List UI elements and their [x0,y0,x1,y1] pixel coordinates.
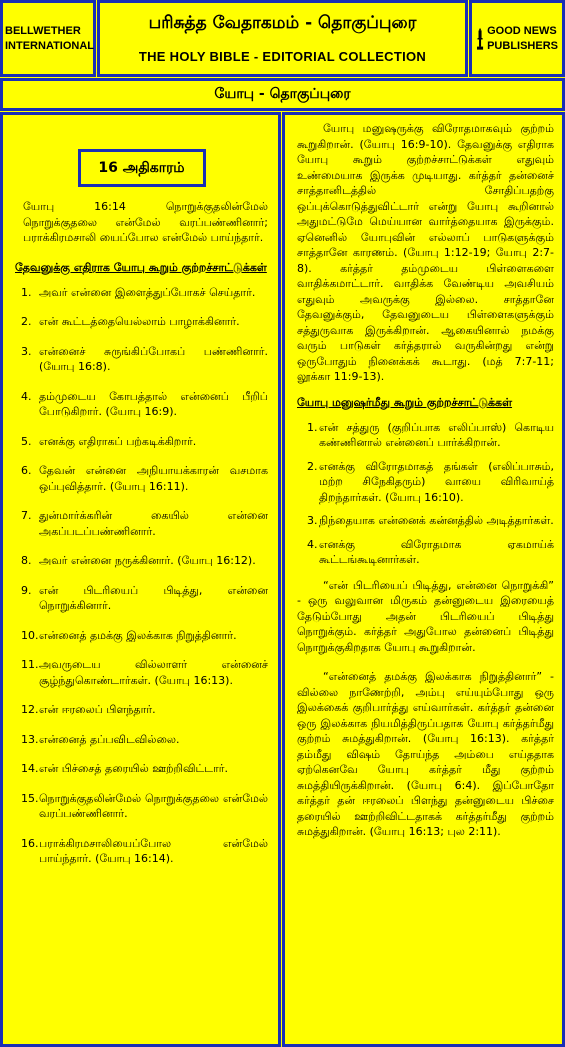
list-item-number: 7. [21,509,32,522]
title-tamil: பரிசுத்த வேதாகமம் - தொகுப்புரை [148,13,417,33]
list-item [15,732,268,748]
list-item-number: 6. [21,464,32,477]
logo-right [469,0,565,77]
section-heading-right: யோபு மனுஷர்மீது கூறும் குற்றச்சாட்டுக்கள் [297,395,513,409]
list-item [15,702,268,718]
list-item [15,314,268,330]
list-item-number: 12. [21,703,39,716]
list-item-number: 1. [21,285,32,299]
left-column [0,112,281,1047]
logo-left [0,0,96,77]
list-item [297,513,554,529]
accusations-against-men-list [297,420,554,568]
list-item-text: என் ஈரலைப் பிளந்தார். [39,703,156,716]
logo-left-line2: INTERNATIONAL [5,39,95,52]
list-item-number: 1. [307,420,318,434]
list-item [297,537,554,568]
list-item [297,459,554,506]
list-item [15,761,268,777]
list-item-text: நிந்தையாக என்னைக் கன்னத்தில் அடித்தார்கள். [319,514,554,527]
list-item [15,434,268,450]
subtitle: யோபு - தொகுப்புரை [214,86,351,102]
logo-right-line2: PUBLISHERS [487,39,558,52]
list-item-text: என் பிடரியைப் பிடித்து, என்னை நொறுக்கினார். [39,583,268,612]
list-item-text: என் பிச்சைத் தரையில் ஊற்றிவிட்டார். [39,762,229,775]
list-item [15,285,268,301]
list-item [15,657,268,688]
list-item [15,583,268,614]
list-item [15,344,268,375]
list-item-number: 10. [21,628,39,642]
section-heading-left: தேவனுக்கு எதிராக யோபு கூறும் குற்றச்சாட்டுக்கள் [15,260,267,274]
logo-left-text [5,24,94,54]
list-item-text: பராக்கிரமசாலியைப்போல என்மேல் பாய்ந்தார். (யோபு 16:14). [39,836,268,865]
list-item-text: நொறுக்குதலின்மேல் நொறுக்குதலை என்மேல் வரப்பண்ணினார். [39,791,268,820]
list-item-text: என்னைச் சுருங்கிப்போகப் பண்ணினார். (யோபு 16:8). [39,344,268,373]
title-english: THE HOLY BIBLE - EDITORIAL COLLECTION [138,49,427,64]
logo-left-line1: BELLWETHER [5,24,81,37]
list-item-text: அவர் என்னை இளைத்துப்போகச் செய்தார். [39,285,256,299]
list-item-number: 15. [21,791,39,805]
list-item-text: தேவன் என்னை அநியாயக்காரன் வசமாக ஒப்புவித்தார். (யோபு 16:11). [39,464,268,493]
accusations-against-god-list [15,285,268,867]
subtitle-bar [0,78,565,111]
logo-right-text [487,24,558,54]
intro-verse: யோபு 16:14 நொறுக்குதலின்மேல் நொறுக்குதலை என்மேல் வரப்பண்ணினார்; பராக்கிரமசாலி யைப்போல என்மேல் பாய்ந்தார். [23,200,268,244]
list-item-number: 2. [307,459,318,473]
list-item-number: 16. [21,836,39,850]
header-title-box [97,0,468,77]
list-item-text: என்னைத் தப்பவிடவில்லை. [39,732,180,746]
list-item-number: 4. [307,537,318,551]
list-item-text: துன்மார்க்கரின் கையில் என்னை அகப்படப்பண்ணினார். [39,509,268,538]
list-item [15,389,268,420]
list-item-text: என் கூட்டத்தையெல்லாம் பாழாக்கினார். [39,315,240,328]
list-item-number: 8. [21,554,32,567]
list-item-text: எனக்கு எதிராகப் பற்கடிக்கிறார். [39,434,197,448]
list-item-text: என் சத்துரு (குறிப்பாக எலிப்பாஸ்) கொடிய கண்ணினால் என்னைப் பார்க்கிறான். [319,420,554,449]
lamp-logo-icon [476,16,484,62]
list-item-text: எனக்கு விரோதமாகத் தங்கள் (எலிப்பாசும், மற்ற சிநேகிதரும்) வாயை விரிவாய்த் திறந்தார்கள். (யோபு 16:10). [319,459,554,504]
chapter-heading: 16 அதிகாரம் [78,149,206,187]
list-item-number: 9. [21,583,32,597]
list-item-text: தம்முடைய கோபத்தால் என்னைப் பீறிப் போடுகிறார். (யோபு 16:9). [39,389,268,418]
paragraph-2: “என் பிடரியைப் பிடித்து, என்னை நொறுக்கி” - ஒரு வலுவான மிருகம் தன்னுடைய இரையைத் தேடும்போது அதன் பிடரியைப் பிடித்து நொறுக்கும். கர்த்தர் அதுபோல தன்னைப் பிடித்து நொறுக்குகிறதாக யோபு கூறுகிறான். [297,578,554,654]
list-item-number: 3. [21,344,32,358]
paragraph-3: “என்னைத் தமக்கு இலக்காக நிறுத்தினார்” - வில்லை நாணேற்றி, அம்பு எய்யும்போது ஒரு இலக்கைக் குறிபார்த்து எய்வார்கள். கர்த்தர் தன்னை ஒரு இலக்காக நியமித்திருப்பதாக யோபு கர்த்தர்மீது குற்றம் சுமத்துகிறான். (யோபு 16:13). கர்த்தர் தம்மீது விஷம் தோய்ந்த அம்பை எய்ததாக ஏற்கெனவே யோபு கர்த்தர் மீது குற்றம் சுமத்தியிருக்கிறான். (யோபு 6:4). இப்போதோ கர்த்தர் தன் ஈரலைப் பிளந்து தன்னுடைய பிச்சை தரையில் ஊற்றிவிட்டதாகக் கர்த்தர்மீது குற்றம் சுமத்துகிறான். (யோபு 16:13; புல 2:11). [297,670,554,838]
paragraph-1: யோபு மனுஷருக்கு விரோதமாகவும் குற்றம் கூறுகிறான். (யோபு 16:9-10). தேவனுக்கு எதிராக யோபு கூறும் குற்றச்சாட்டுக்கள் எதுவும் உண்மையாக இருக்க முடியாது. கர்த்தர் தன்னைச் சாத்தானிடத்தில் சோதிப்பதற்கு ஒப்புக்கொடுத்துவிட்டார் என்று யோபு கூறினால் அதுமட்டுமே மெய்யான வார்த்தையாக இருக்கும். ஏனெனில் யோபுவின் எல்லாப் பாடுகளுக்கும் சாத்தானே காரணம். (யோபு 1:12-19; யோபு 2:7-8). கர்த்தர் தம்முடைய பிள்ளைகளை வாதிக்கமாட்டார். வாதிக்க வேண்டிய அவசியம் எதுவும் அவருக்கு இல்லை. சாத்தானே தேவனுக்கும், தேவனுடைய பிள்ளைகளுக்கும் சத்துருவாக இருக்கிறான். ஆகையினால் நமக்கு வரும் பாடுகள் கர்த்தரால் வருகின்றது என்று ஒருபோதும் நினைக்கக் கூடாது. (மத் 7:7-11; லூக்கா 11:9-13). [297,122,554,383]
list-item [15,508,268,539]
right-column [282,112,565,1047]
list-item [297,420,554,451]
list-item-number: 4. [21,389,32,403]
list-item-number: 14. [21,762,39,775]
list-item-text: அவர் என்னை நருக்கினார். (யோபு 16:12). [39,554,256,567]
list-item-number: 13. [21,732,39,746]
list-item [15,791,268,822]
list-item [15,463,268,494]
list-item-number: 11. [21,658,39,671]
logo-right-line1: GOOD NEWS [487,24,557,37]
list-item-text: எனக்கு விரோதமாக ஏகமாய்க் கூட்டங்கூடினார்கள். [319,537,554,566]
list-item [15,836,268,867]
list-item [15,553,268,569]
list-item-number: 5. [21,434,32,448]
list-item-text: என்னைத் தமக்கு இலக்காக நிறுத்தினார். [39,628,237,642]
list-item-number: 3. [307,514,318,527]
list-item-text: அவருடைய வில்லாளர் என்னைச் சூழ்ந்துகொண்டார்கள். (யோபு 16:13). [39,658,268,687]
list-item [15,628,268,644]
list-item-number: 2. [21,315,32,328]
